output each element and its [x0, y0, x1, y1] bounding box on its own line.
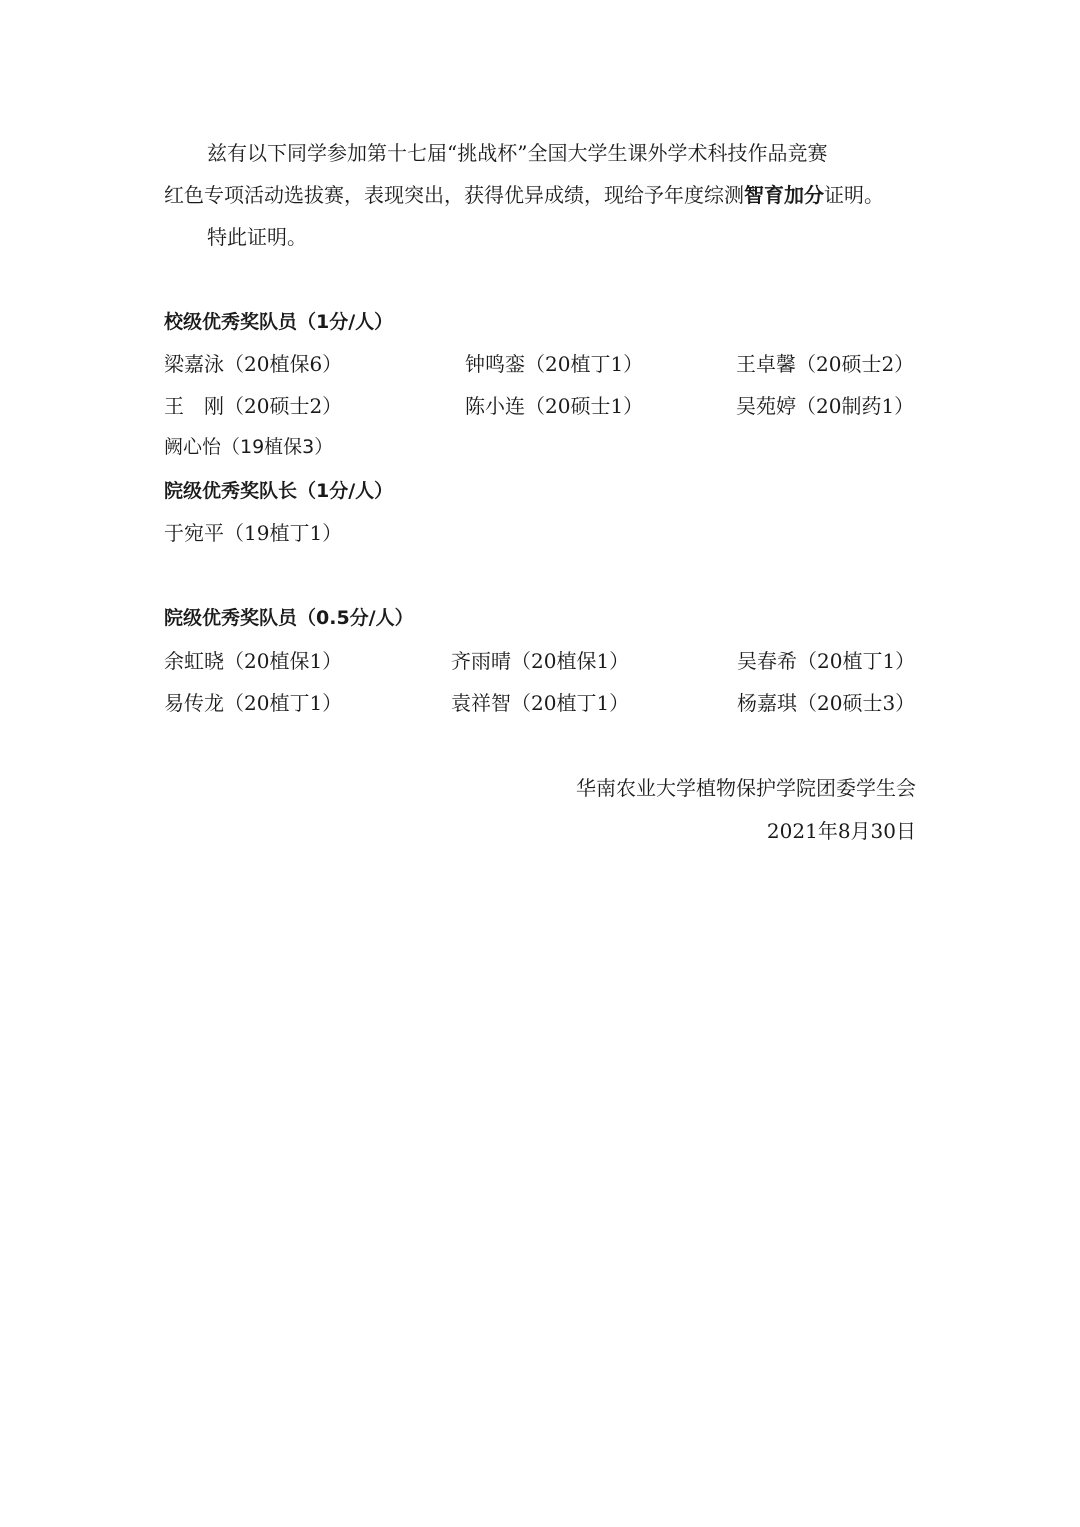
- intro-line-2-prefix: 红色专项活动选拔赛，表现突出，获得优异成绩，现给予年度综测: [164, 183, 744, 207]
- college-leader-heading: 院级优秀奖队长（1分/人）: [164, 480, 394, 502]
- intro-line-2: [164, 185, 924, 205]
- member-item: 余虹晓（20植保1）: [164, 649, 343, 673]
- intro-line-3: 特此证明。: [207, 225, 307, 249]
- school-members-heading: 校级优秀奖队员（1分/人）: [164, 311, 394, 333]
- member-item: 王 刚（20硕士2）: [164, 394, 343, 418]
- member-item: 陈小连（20硕士1）: [465, 394, 644, 418]
- member-item: 杨嘉琪（20硕士3）: [737, 691, 916, 715]
- intro-bold-phrase: 智育加分: [744, 183, 824, 207]
- college-members-heading: 院级优秀奖队员（0.5分/人）: [164, 607, 414, 629]
- member-item: 吴春希（20植丁1）: [737, 649, 916, 673]
- intro-line-2-suffix: 证明。: [824, 183, 884, 207]
- member-item: 袁祥智（20植丁1）: [451, 691, 630, 715]
- member-item: 于宛平（19植丁1）: [164, 521, 343, 545]
- member-item: 钟鸣銮（20植丁1）: [465, 352, 644, 376]
- member-item: 齐雨晴（20植保1）: [451, 649, 630, 673]
- signature-date: 2021年8月30日: [766, 819, 916, 843]
- member-item: 易传龙（20植丁1）: [164, 691, 343, 715]
- member-item: 王卓馨（20硕士2）: [736, 352, 915, 376]
- member-item: 阙心怡（19植保3）: [164, 436, 334, 458]
- intro-line-1: 兹有以下同学参加第十七届“挑战杯”全国大学生课外学术科技作品竞赛: [207, 141, 828, 165]
- member-item: 吴苑婷（20制药1）: [736, 394, 915, 418]
- signature-organization: 华南农业大学植物保护学院团委学生会: [576, 776, 916, 800]
- member-item: 梁嘉泳（20植保6）: [164, 352, 343, 376]
